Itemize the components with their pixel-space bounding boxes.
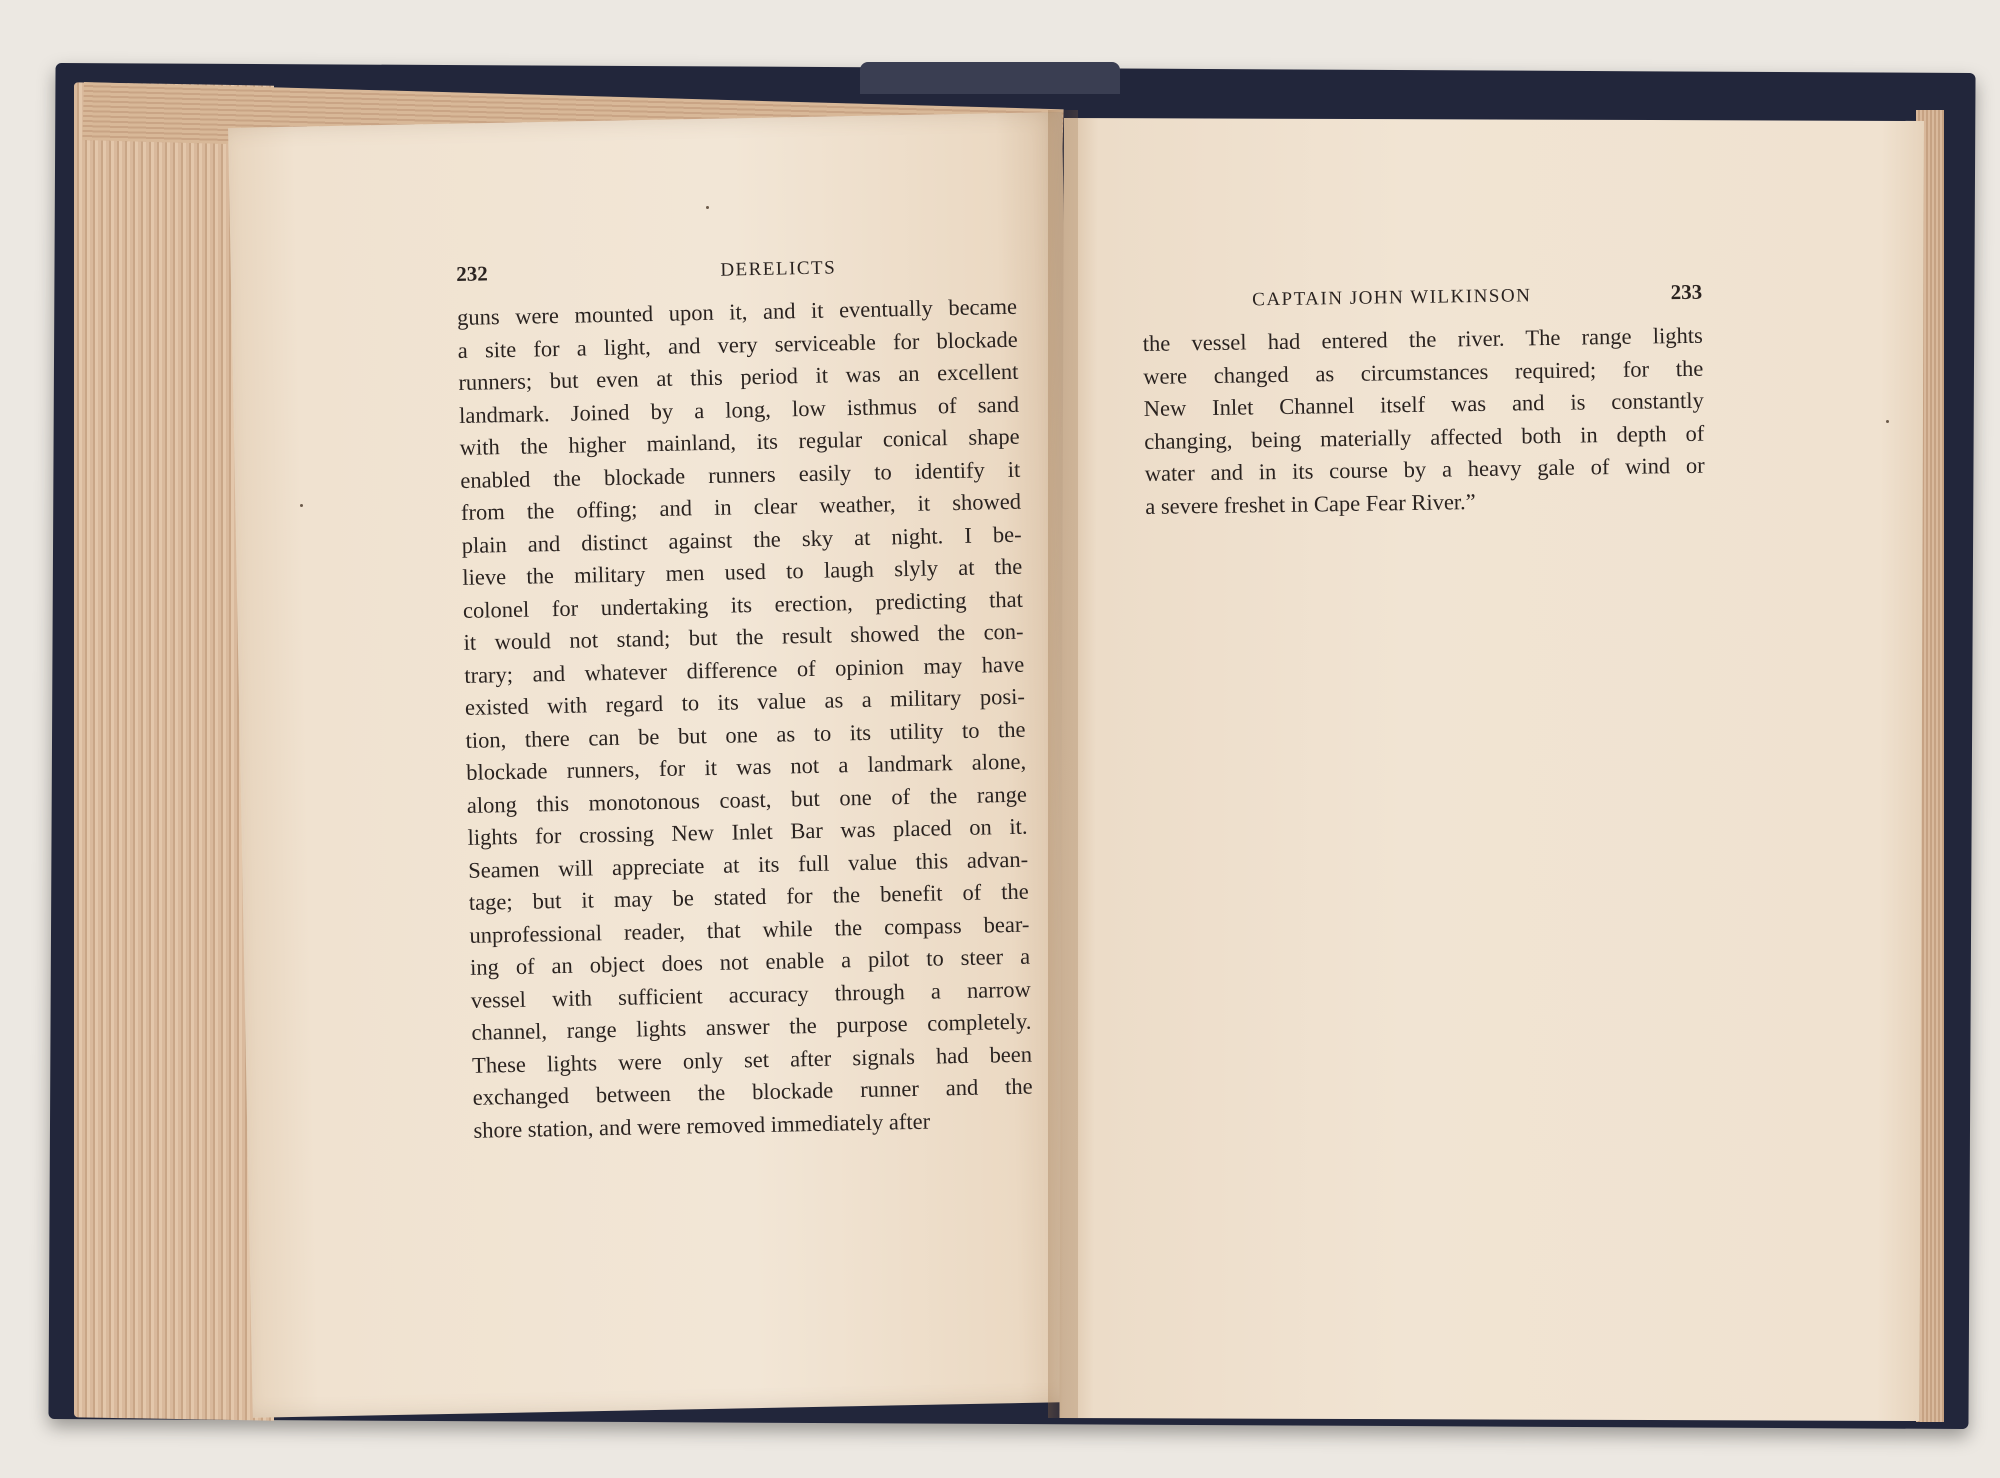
- text-line: unprofessional reader, that while the compass bear-: [469, 911, 1030, 948]
- text-line: exchanged between the blockade runner and the: [472, 1073, 1033, 1110]
- text-line: ing of an object does not enable a pilot to steer a: [469, 943, 1031, 980]
- text-line: channel, range lights answer the purpose completely.: [471, 1008, 1032, 1045]
- left-page-text: [456, 251, 1034, 1147]
- text-line: runners; but even at this period it was an excellent: [458, 358, 1019, 395]
- page-number-right: 233: [1670, 279, 1703, 305]
- text-line: lights for crossing New Inlet Bar was placed on it.: [467, 813, 1028, 850]
- left-body-text: [457, 291, 1034, 1147]
- text-line: tion, there can be but one as to its utility to the: [465, 716, 1026, 753]
- text-line: the vessel had entered the river. The range lights: [1142, 322, 1703, 356]
- text-line: landmark. Joined by a long, low isthmus of sand: [458, 391, 1020, 428]
- text-line: were changed as circumstances required; for the: [1143, 355, 1704, 389]
- text-line: a site for a light, and very serviceable for blockade: [457, 326, 1018, 363]
- paper-speck: [1886, 420, 1889, 423]
- text-line: guns were mounted upon it, and it eventually became: [456, 293, 1018, 330]
- text-line: shore station, and were removed immediately after: [473, 1108, 931, 1143]
- text-line: New Inlet Channel itself was and is constantly: [1143, 387, 1704, 421]
- right-body-text: [1143, 320, 1706, 523]
- text-line: existed with regard to its value as a military posi-: [464, 683, 1026, 720]
- text-line: enabled the blockade runners easily to identify it: [460, 456, 1021, 493]
- text-line: lieve the military men used to laugh slyly at the: [462, 553, 1023, 590]
- text-line: it would not stand; but the result showed the con-: [463, 618, 1024, 655]
- text-line: colonel for undertaking its erection, predicting that: [462, 586, 1024, 623]
- text-line: along this monotonous coast, but one of the range: [466, 781, 1028, 818]
- book-spine-top: [860, 62, 1120, 94]
- running-title-left: DERELICTS: [720, 257, 837, 281]
- text-line: water and in its course by a heavy gale of wind or: [1144, 452, 1705, 486]
- text-line: Seamen will appreciate at its full value this advan-: [467, 846, 1029, 883]
- page-number-left: 232: [456, 261, 488, 286]
- paper-speck: [706, 206, 709, 209]
- text-line: a severe freshet in Cape Fear River.”: [1145, 488, 1476, 519]
- text-line: trary; and whatever difference of opinion may have: [464, 651, 1025, 688]
- text-line: from the offing; and in clear weather, it showed: [460, 488, 1022, 525]
- text-line: tage; but it may be stated for the benefit of the: [468, 878, 1029, 915]
- text-line: These lights were only set after signals had been: [471, 1041, 1033, 1078]
- text-line: with the higher mainland, its regular conical shape: [459, 423, 1020, 460]
- text-line: plain and distinct against the sky at night. I be-: [461, 521, 1022, 558]
- text-line: blockade runners, for it was not a landmark alone,: [465, 748, 1027, 785]
- text-line: vessel with sufficient accuracy through a narrow: [470, 976, 1031, 1013]
- running-title-right: CAPTAIN JOHN WILKINSON: [1252, 285, 1532, 311]
- book-gutter: [1048, 110, 1078, 1418]
- text-line: changing, being materially affected both in depth of: [1144, 420, 1705, 454]
- right-page-text: [1142, 280, 1705, 523]
- paper-speck: [300, 504, 303, 507]
